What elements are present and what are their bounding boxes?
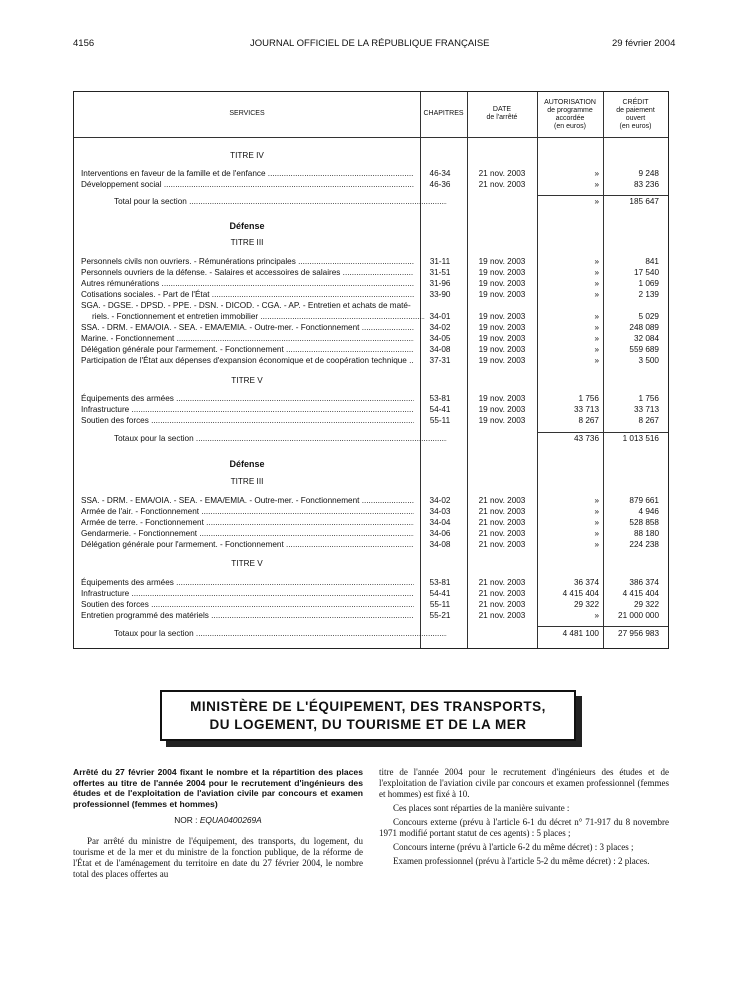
row-autorisation: » (594, 197, 599, 206)
row-autorisation: » (594, 312, 599, 321)
row-chapitre: 53-81 (429, 578, 451, 587)
row-label: Personnels civils non ouvriers. - Rémunérations principales ..... (81, 256, 414, 267)
row-autorisation: » (594, 507, 599, 516)
row-autorisation: » (594, 180, 599, 189)
row-autorisation: 8 267 (578, 416, 599, 425)
row-credit: 224 238 (629, 540, 659, 549)
col-credit (603, 99, 668, 131)
row-credit: 8 267 (638, 416, 659, 425)
row-chapitre: 34-01 (429, 312, 451, 321)
col-aut-line3: accordée (555, 115, 585, 122)
row-chapitre: 34-08 (429, 540, 451, 549)
row-chapitre: 54-41 (429, 405, 451, 414)
table-row (74, 322, 668, 333)
table-row (74, 517, 668, 528)
row-credit: 1 756 (638, 394, 659, 403)
row-autorisation: 4 415 404 (562, 589, 599, 598)
arrete-title: Arrêté du 27 février 2004 fixant le nombre et la répartition des places offertes au titre de l'année 2004 pour le recrutement d'ingénieurs des études et de l'exploitation de l'aviation civile par concours et examen professionnel (femmes et hommes) (73, 767, 363, 809)
col-credit-line4: (en euros) (619, 123, 652, 130)
row-chapitre: 54-41 (429, 589, 451, 598)
row-autorisation: 36 374 (573, 578, 599, 587)
table-row (74, 393, 668, 404)
section-heading: TITRE III (230, 238, 264, 247)
table-row (74, 495, 668, 506)
table-row (74, 344, 668, 355)
row-label: Marine. - Fonctionnement ..... (81, 333, 414, 344)
section-heading: TITRE IV (230, 151, 264, 160)
credits-table (73, 91, 669, 649)
row-autorisation: » (594, 279, 599, 288)
col-aut-line2: de programme (547, 107, 593, 114)
row-date: 21 nov. 2003 (478, 496, 526, 505)
row-label: Cotisations sociales. - Part de l'État ..... (81, 289, 414, 300)
row-autorisation: » (594, 529, 599, 538)
row-credit: 3 500 (638, 356, 659, 365)
table-row (74, 599, 668, 610)
row-date: 21 nov. 2003 (478, 578, 526, 587)
row-autorisation: » (594, 518, 599, 527)
issue-date: 29 février 2004 (612, 38, 676, 49)
row-chapitre: 34-06 (429, 529, 451, 538)
row-autorisation: 29 322 (573, 600, 599, 609)
row-chapitre: 46-36 (429, 180, 451, 189)
row-label: Infrastructure ..... (81, 588, 414, 599)
row-date: 21 nov. 2003 (478, 169, 526, 178)
table-row (74, 528, 668, 539)
row-label: Personnels ouvriers de la défense. - Salaires et accessoires de salaires ..... (81, 267, 414, 278)
section-heading: Défense (229, 221, 265, 231)
row-date: 21 nov. 2003 (478, 518, 526, 527)
table-row (74, 333, 668, 344)
row-label: Soutien des forces ..... (81, 599, 414, 610)
row-autorisation: » (594, 323, 599, 332)
section-heading: TITRE III (230, 477, 264, 486)
table-row (74, 355, 668, 366)
right-column (379, 767, 669, 870)
row-date: 21 nov. 2003 (478, 529, 526, 538)
row-chapitre: 34-02 (429, 323, 451, 332)
row-label: Interventions en faveur de la famille et de l'enfance ..... (81, 168, 414, 179)
row-date: 19 nov. 2003 (478, 416, 526, 425)
section-heading: TITRE V (231, 559, 263, 568)
table-row (74, 278, 668, 289)
row-chapitre: 34-05 (429, 334, 451, 343)
row-credit: 841 (645, 257, 659, 266)
ministry-title-line1: MINISTÈRE DE L'ÉQUIPEMENT, DES TRANSPORTS, (162, 698, 574, 716)
left-column (73, 767, 363, 880)
row-credit: 185 647 (629, 197, 659, 206)
total-row (74, 628, 668, 639)
row-date: 21 nov. 2003 (478, 180, 526, 189)
arrete-paragraph: Par arrêté du ministre de l'équipement, des transports, du logement, du tourisme et de la mer et du ministre de la fonction publique, de la réforme de l'État et de l'aménagement du territoire en date du 27 février 2004, le nombre total des places offertes au (73, 835, 363, 879)
col-credit-line1: CRÉDIT (622, 99, 649, 106)
row-label: Développement social ..... (81, 179, 414, 190)
table-row (74, 267, 668, 278)
row-label: Participation de l'État aux dépenses d'expansion économique et de coopération technique ..... (81, 355, 414, 366)
arrete-paragraph: Ces places sont réparties de la manière suivante : (393, 803, 570, 813)
table-row (74, 404, 668, 415)
col-date-line2: de l'arrêté (486, 114, 518, 121)
total-rule (537, 626, 668, 627)
row-label: riels. - Fonctionnement et entretien immobilier ..... (92, 311, 425, 322)
table-header (74, 92, 668, 138)
row-chapitre: 34-08 (429, 345, 451, 354)
row-label: Total pour la section ..... (114, 196, 447, 207)
table-row (74, 577, 668, 588)
row-chapitre: 33-90 (429, 290, 451, 299)
row-label: Soutien des forces ..... (81, 415, 414, 426)
row-chapitre: 34-04 (429, 518, 451, 527)
row-date: 19 nov. 2003 (478, 394, 526, 403)
table-row (74, 415, 668, 426)
row-credit: 2 139 (638, 290, 659, 299)
row-chapitre: 53-81 (429, 394, 451, 403)
row-autorisation: » (594, 611, 599, 620)
row-credit: 248 089 (629, 323, 659, 332)
ministry-title-line2: DU LOGEMENT, DU TOURISME ET DE LA MER (162, 716, 574, 734)
row-credit: 879 661 (629, 496, 659, 505)
row-credit: 4 415 404 (622, 589, 659, 598)
arrete-paragraph: Concours interne (prévu à l'article 6-2 du même décret) : 3 places ; (393, 842, 634, 852)
row-credit: 9 248 (638, 169, 659, 178)
row-credit: 528 858 (629, 518, 659, 527)
table-row (74, 311, 668, 322)
row-autorisation: » (594, 257, 599, 266)
row-credit: 5 029 (638, 312, 659, 321)
row-label: SGA. - DGSE. - DPSD. - PPE. - DSN. - DICOD. - CGA. - AP. - Entretien et achats de maté- (81, 301, 411, 310)
row-date: 21 nov. 2003 (478, 507, 526, 516)
row-date: 19 nov. 2003 (478, 356, 526, 365)
row-credit: 27 956 983 (618, 629, 659, 638)
row-credit: 88 180 (633, 529, 659, 538)
table-row (74, 506, 668, 517)
row-autorisation: » (594, 356, 599, 365)
table-row (74, 610, 668, 621)
row-credit: 17 540 (633, 268, 659, 277)
journal-title: JOURNAL OFFICIEL DE LA RÉPUBLIQUE FRANÇAISE (250, 38, 490, 49)
row-credit: 1 069 (638, 279, 659, 288)
nor-reference (73, 815, 363, 826)
row-autorisation: 1 756 (578, 394, 599, 403)
arrete-paragraph: titre de l'année 2004 pour le recrutement d'ingénieurs des études et de l'exploitation de l'aviation civile par concours et examen professionnel (femmes et hommes) est fixé à 10. (379, 767, 669, 799)
row-label: Équipements des armées ..... (81, 393, 414, 404)
row-label: Gendarmerie. - Fonctionnement ..... (81, 528, 414, 539)
row-date: 21 nov. 2003 (478, 611, 526, 620)
row-date: 19 nov. 2003 (478, 405, 526, 414)
row-label: Armée de l'air. - Fonctionnement ..... (81, 506, 414, 517)
section-heading: Défense (229, 459, 265, 469)
row-credit: 29 322 (633, 600, 659, 609)
row-date: 21 nov. 2003 (478, 540, 526, 549)
ministry-box (160, 690, 576, 741)
row-label: Totaux pour la section ..... (114, 628, 447, 639)
row-autorisation: » (594, 496, 599, 505)
row-chapitre: 34-02 (429, 496, 451, 505)
table-row (74, 300, 668, 311)
page-number: 4156 (73, 38, 95, 49)
row-date: 19 nov. 2003 (478, 323, 526, 332)
row-label: Entretien programmé des matériels ..... (81, 610, 414, 621)
col-aut-line1: AUTORISATION (544, 99, 596, 106)
total-row (74, 433, 668, 444)
row-chapitre: 31-51 (429, 268, 451, 277)
nor-label: NOR : (174, 815, 198, 825)
row-date: 19 nov. 2003 (478, 312, 526, 321)
row-label: Armée de terre. - Fonctionnement ..... (81, 517, 414, 528)
row-label: Délégation générale pour l'armement. - Fonctionnement ..... (81, 539, 414, 550)
row-chapitre: 34-03 (429, 507, 451, 516)
row-label: Autres rémunérations ..... (81, 278, 414, 289)
row-autorisation: » (594, 345, 599, 354)
section-heading: TITRE V (231, 376, 263, 385)
row-chapitre: 31-96 (429, 279, 451, 288)
arrete-paragraph: Concours externe (prévu à l'article 6-1 du décret n° 71-917 du 8 novembre 1971 modifié portant statut de ces agents) : 5 places ; (379, 817, 669, 838)
col-chapitres: CHAPITRES (423, 110, 464, 117)
col-credit-line2: de paiement (616, 107, 655, 114)
row-date: 19 nov. 2003 (478, 345, 526, 354)
row-credit: 559 689 (629, 345, 659, 354)
row-date: 19 nov. 2003 (478, 268, 526, 277)
row-credit: 386 374 (629, 578, 659, 587)
row-credit: 33 713 (633, 405, 659, 414)
row-credit: 1 013 516 (622, 434, 659, 443)
row-credit: 83 236 (633, 180, 659, 189)
row-autorisation: » (594, 169, 599, 178)
col-date (467, 106, 537, 122)
table-row (74, 539, 668, 550)
col-aut-line4: (en euros) (554, 123, 586, 130)
row-autorisation: » (594, 268, 599, 277)
table-row (74, 168, 668, 179)
arrete-paragraph: Examen professionnel (prévu à l'article 5-2 du même décret) : 2 places. (393, 856, 650, 866)
table-row (74, 588, 668, 599)
col-date-line1: DATE (492, 106, 512, 113)
row-autorisation: 33 713 (573, 405, 599, 414)
nor-value: EQUA0400269A (199, 815, 262, 825)
row-label: SSA. - DRM. - EMA/OIA. - SEA. - EMA/EMIA. - Outre-mer. - Fonctionnement ..... (81, 495, 414, 506)
row-date: 21 nov. 2003 (478, 600, 526, 609)
row-label: Délégation générale pour l'armement. - Fonctionnement ..... (81, 344, 414, 355)
row-chapitre: 46-34 (429, 169, 451, 178)
row-chapitre: 31-11 (429, 257, 451, 266)
row-chapitre: 37-31 (429, 356, 451, 365)
total-row (74, 196, 668, 207)
row-credit: 32 084 (633, 334, 659, 343)
row-autorisation: » (594, 540, 599, 549)
table-row (74, 289, 668, 300)
col-services: SERVICES (229, 110, 265, 117)
col-autorisation (537, 99, 603, 131)
row-autorisation: 43 736 (573, 434, 599, 443)
row-credit: 21 000 000 (618, 611, 659, 620)
row-chapitre: 55-11 (429, 600, 451, 609)
row-date: 21 nov. 2003 (478, 589, 526, 598)
row-label: SSA. - DRM. - EMA/OIA. - SEA. - EMA/EMIA. - Outre-mer. - Fonctionnement ..... (81, 322, 414, 333)
row-label: Équipements des armées ..... (81, 577, 414, 588)
row-date: 19 nov. 2003 (478, 290, 526, 299)
col-credit-line3: ouvert (625, 115, 646, 122)
row-autorisation: 4 481 100 (562, 629, 599, 638)
row-autorisation: » (594, 290, 599, 299)
row-date: 19 nov. 2003 (478, 257, 526, 266)
row-label: Totaux pour la section ..... (114, 433, 447, 444)
row-chapitre: 55-11 (429, 416, 451, 425)
row-credit: 4 946 (638, 507, 659, 516)
row-label: Infrastructure ..... (81, 404, 414, 415)
table-row (74, 256, 668, 267)
row-date: 19 nov. 2003 (478, 279, 526, 288)
table-row (74, 179, 668, 190)
row-autorisation: » (594, 334, 599, 343)
row-date: 19 nov. 2003 (478, 334, 526, 343)
row-chapitre: 55-21 (429, 611, 451, 620)
